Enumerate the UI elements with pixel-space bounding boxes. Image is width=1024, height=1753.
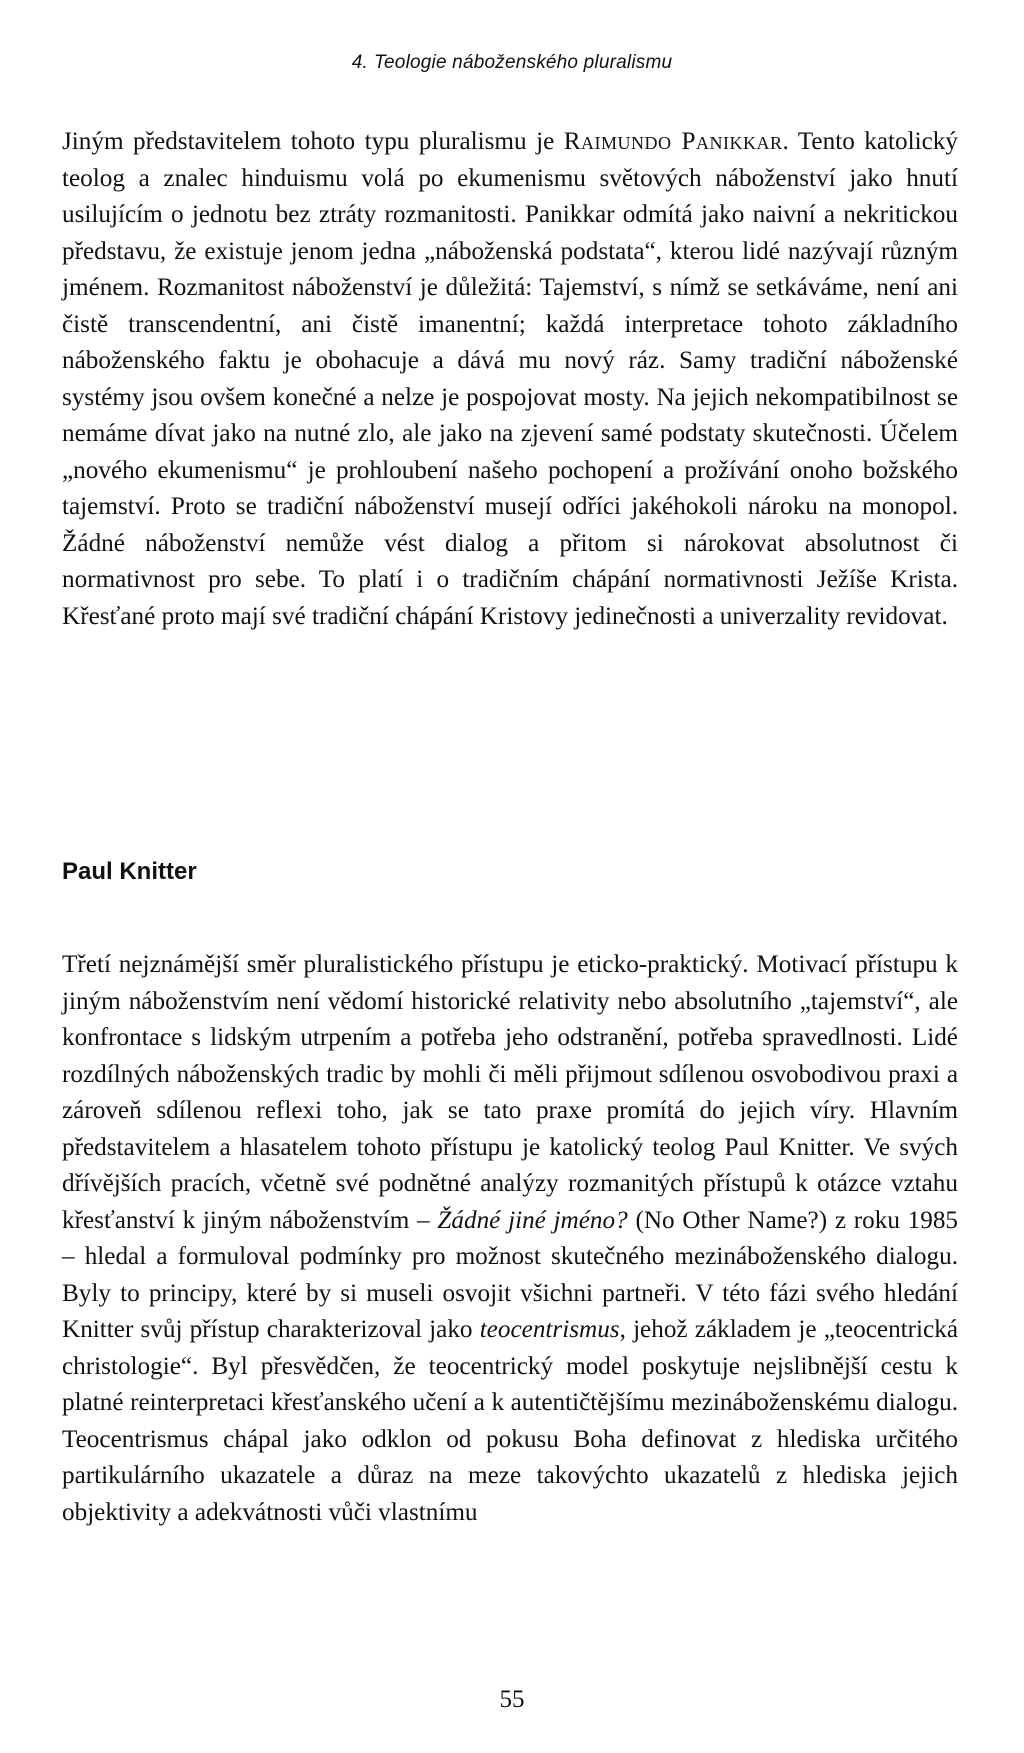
paragraph-part-3: , jehož základem je „teocentrická christologie“. Byl přesvědčen, že teocentrický model poskytuje nejslibnější cestu k platné reinterpretaci křesťanského učení a k autentičtějšímu mezináboženskému dialogu. Teocentrismus chápal jako odklon od pokusu Boha definovat z hlediska určitého partikulárního ukazatele a důraz na meze takovýchto ukazatelů z hlediska jejich objektivity a adekvátnosti vůči vlastnímu <box>62 1316 958 1526</box>
term-italic: teocentrismus <box>479 1316 620 1343</box>
book-title-italic: Žádné jiné jméno? <box>437 1206 628 1234</box>
running-header <box>0 52 1024 74</box>
panikkar-paragraph <box>62 124 958 635</box>
paragraph-body: . Tento katolický teolog a znalec hinduismu volá po ekumenismu světových náboženství jako hnutí usilujícím o jednotu bez ztráty rozmanitosti. Panikkar odmítá jako naivní a nekritickou představu, že existuje jenom jedna „náboženská podstata“, kterou lidé nazývají různým jménem. Rozmanitost náboženství je důležitá: Tajemství, s nímž se setkáváme, není ani čistě transcendentní, ani čistě imanentní; každá interpretace tohoto základního náboženského faktu je obohacuje a dává mu nový ráz. Samy tradiční náboženské systémy jsou ovšem konečné a nelze je pospojovat mosty. Na jejich nekompatibilnost se nemáme dívat jako na nutné zlo, ale jako na zjevení samé podstaty skutečnosti. Účelem „nového ekumenismu“ je prohloubení našeho pochopení a prožívání onoho božského tajemství. Proto se tradiční náboženství musejí odříci jakéhokoli nároku na monopol. Žádné náboženství nemůže vést dialog a přitom si nárokovat absolutnost či normativnost pro sebe. To platí i o tradičním chápání normativnosti Ježíše Krista. Křesťané proto mají své tradiční chápání Kristovy jedinečnosti a univerzality revidovat. <box>62 128 958 630</box>
chapter-number: 4. <box>351 52 368 73</box>
paragraph-part-1: Třetí nejznámější směr pluralistického přístupu je eticko-praktický. Motivací přístupu k jiným náboženstvím není vědomí historické relativity nebo absolutního „tajemství“, ale konfrontace s lidským utrpením a potřeba jeho odstranění, potřeba spravedlnosti. Lidé rozdílných náboženských tradic by mohli či měli přijmout sdílenou osvobodivou praxi a zároveň sdílenou reflexi toho, jak se tato praxe promítá do jejich víry. Hlavním představitelem a hlasatelem tohoto přístupu je katolický teolog Paul Knitter. Ve svých dřívějších pracích, včetně své podnětné analýzy rozmanitých přístupů k otázce vztahu křesťanství k jiným náboženstvím – <box>62 951 958 1234</box>
page-number: 55 <box>499 1686 525 1713</box>
section-heading: Paul Knitter <box>62 858 197 885</box>
paragraph-part-2: (No Other Name?) z roku 1985 – hledal a formuloval podmínky pro možnost skutečného mezináboženského dialogu. Byly to principy, které by si museli osvojit všichni partneři. V této fázi svého hledání Knitter svůj přístup charakterizoval jako <box>62 1206 959 1343</box>
chapter-title: Teologie náboženského pluralismu <box>373 52 673 73</box>
paragraph-intro: Jiným představitelem tohoto typu pluralismu je <box>62 128 564 155</box>
author-name-smallcaps: Raimundo Panikkar <box>563 128 783 155</box>
knitter-paragraph <box>62 947 958 1531</box>
